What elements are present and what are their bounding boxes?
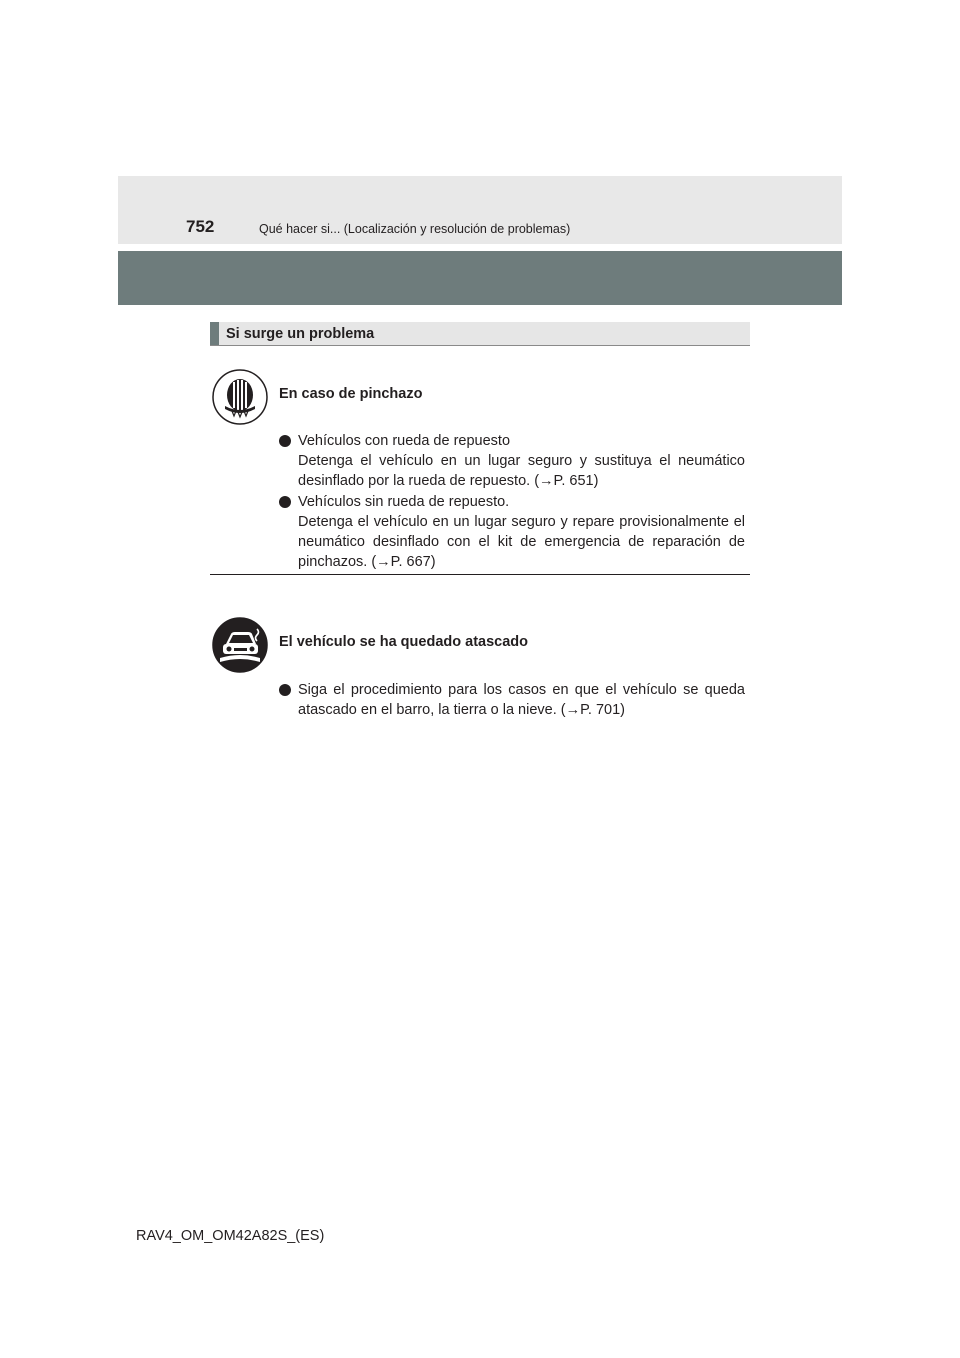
- bullet-lead: Vehículos con rueda de repuesto: [298, 433, 511, 449]
- bullet-text: Detenga el vehículo en un lugar seguro y repare provisionalmente el neumático desinflado con el kit de emergencia de reparación de pinchazos. (→P. 667): [298, 514, 745, 570]
- bullet-icon: [279, 684, 291, 696]
- section-accent: [210, 322, 219, 345]
- section-heading: [210, 322, 750, 346]
- list-item: [279, 431, 745, 491]
- divider: [210, 574, 750, 575]
- bullet-icon: [279, 435, 291, 447]
- section-title: Si surge un problema: [226, 326, 375, 342]
- list-item: [279, 680, 745, 720]
- list-item: [279, 492, 745, 572]
- document-code: RAV4_OM_OM42A82S_(ES): [136, 1228, 325, 1244]
- bullet-icon: [279, 496, 291, 508]
- bullet-text: Detenga el vehículo en un lugar seguro y sustituya el neumático desinflado por la rueda de repuesto. (→P. 651): [298, 453, 745, 489]
- bullet-lead: Vehículos sin rueda de repuesto.: [298, 494, 510, 510]
- bullet-text: Siga el procedimiento para los casos en que el vehículo se queda atascado en el barro, la tierra o la nieve. (→P. 701): [298, 682, 745, 718]
- item-title-flat-tire: En caso de pinchazo: [279, 386, 423, 402]
- item-title-stuck-vehicle: El vehículo se ha quedado atascado: [279, 634, 528, 650]
- flat-tire-icon: [212, 369, 268, 425]
- stuck-vehicle-icon: [212, 617, 268, 673]
- chapter-bar: [118, 251, 842, 305]
- running-title: Qué hacer si... (Localización y resolución de problemas): [259, 222, 571, 236]
- page-number: 752: [186, 217, 215, 236]
